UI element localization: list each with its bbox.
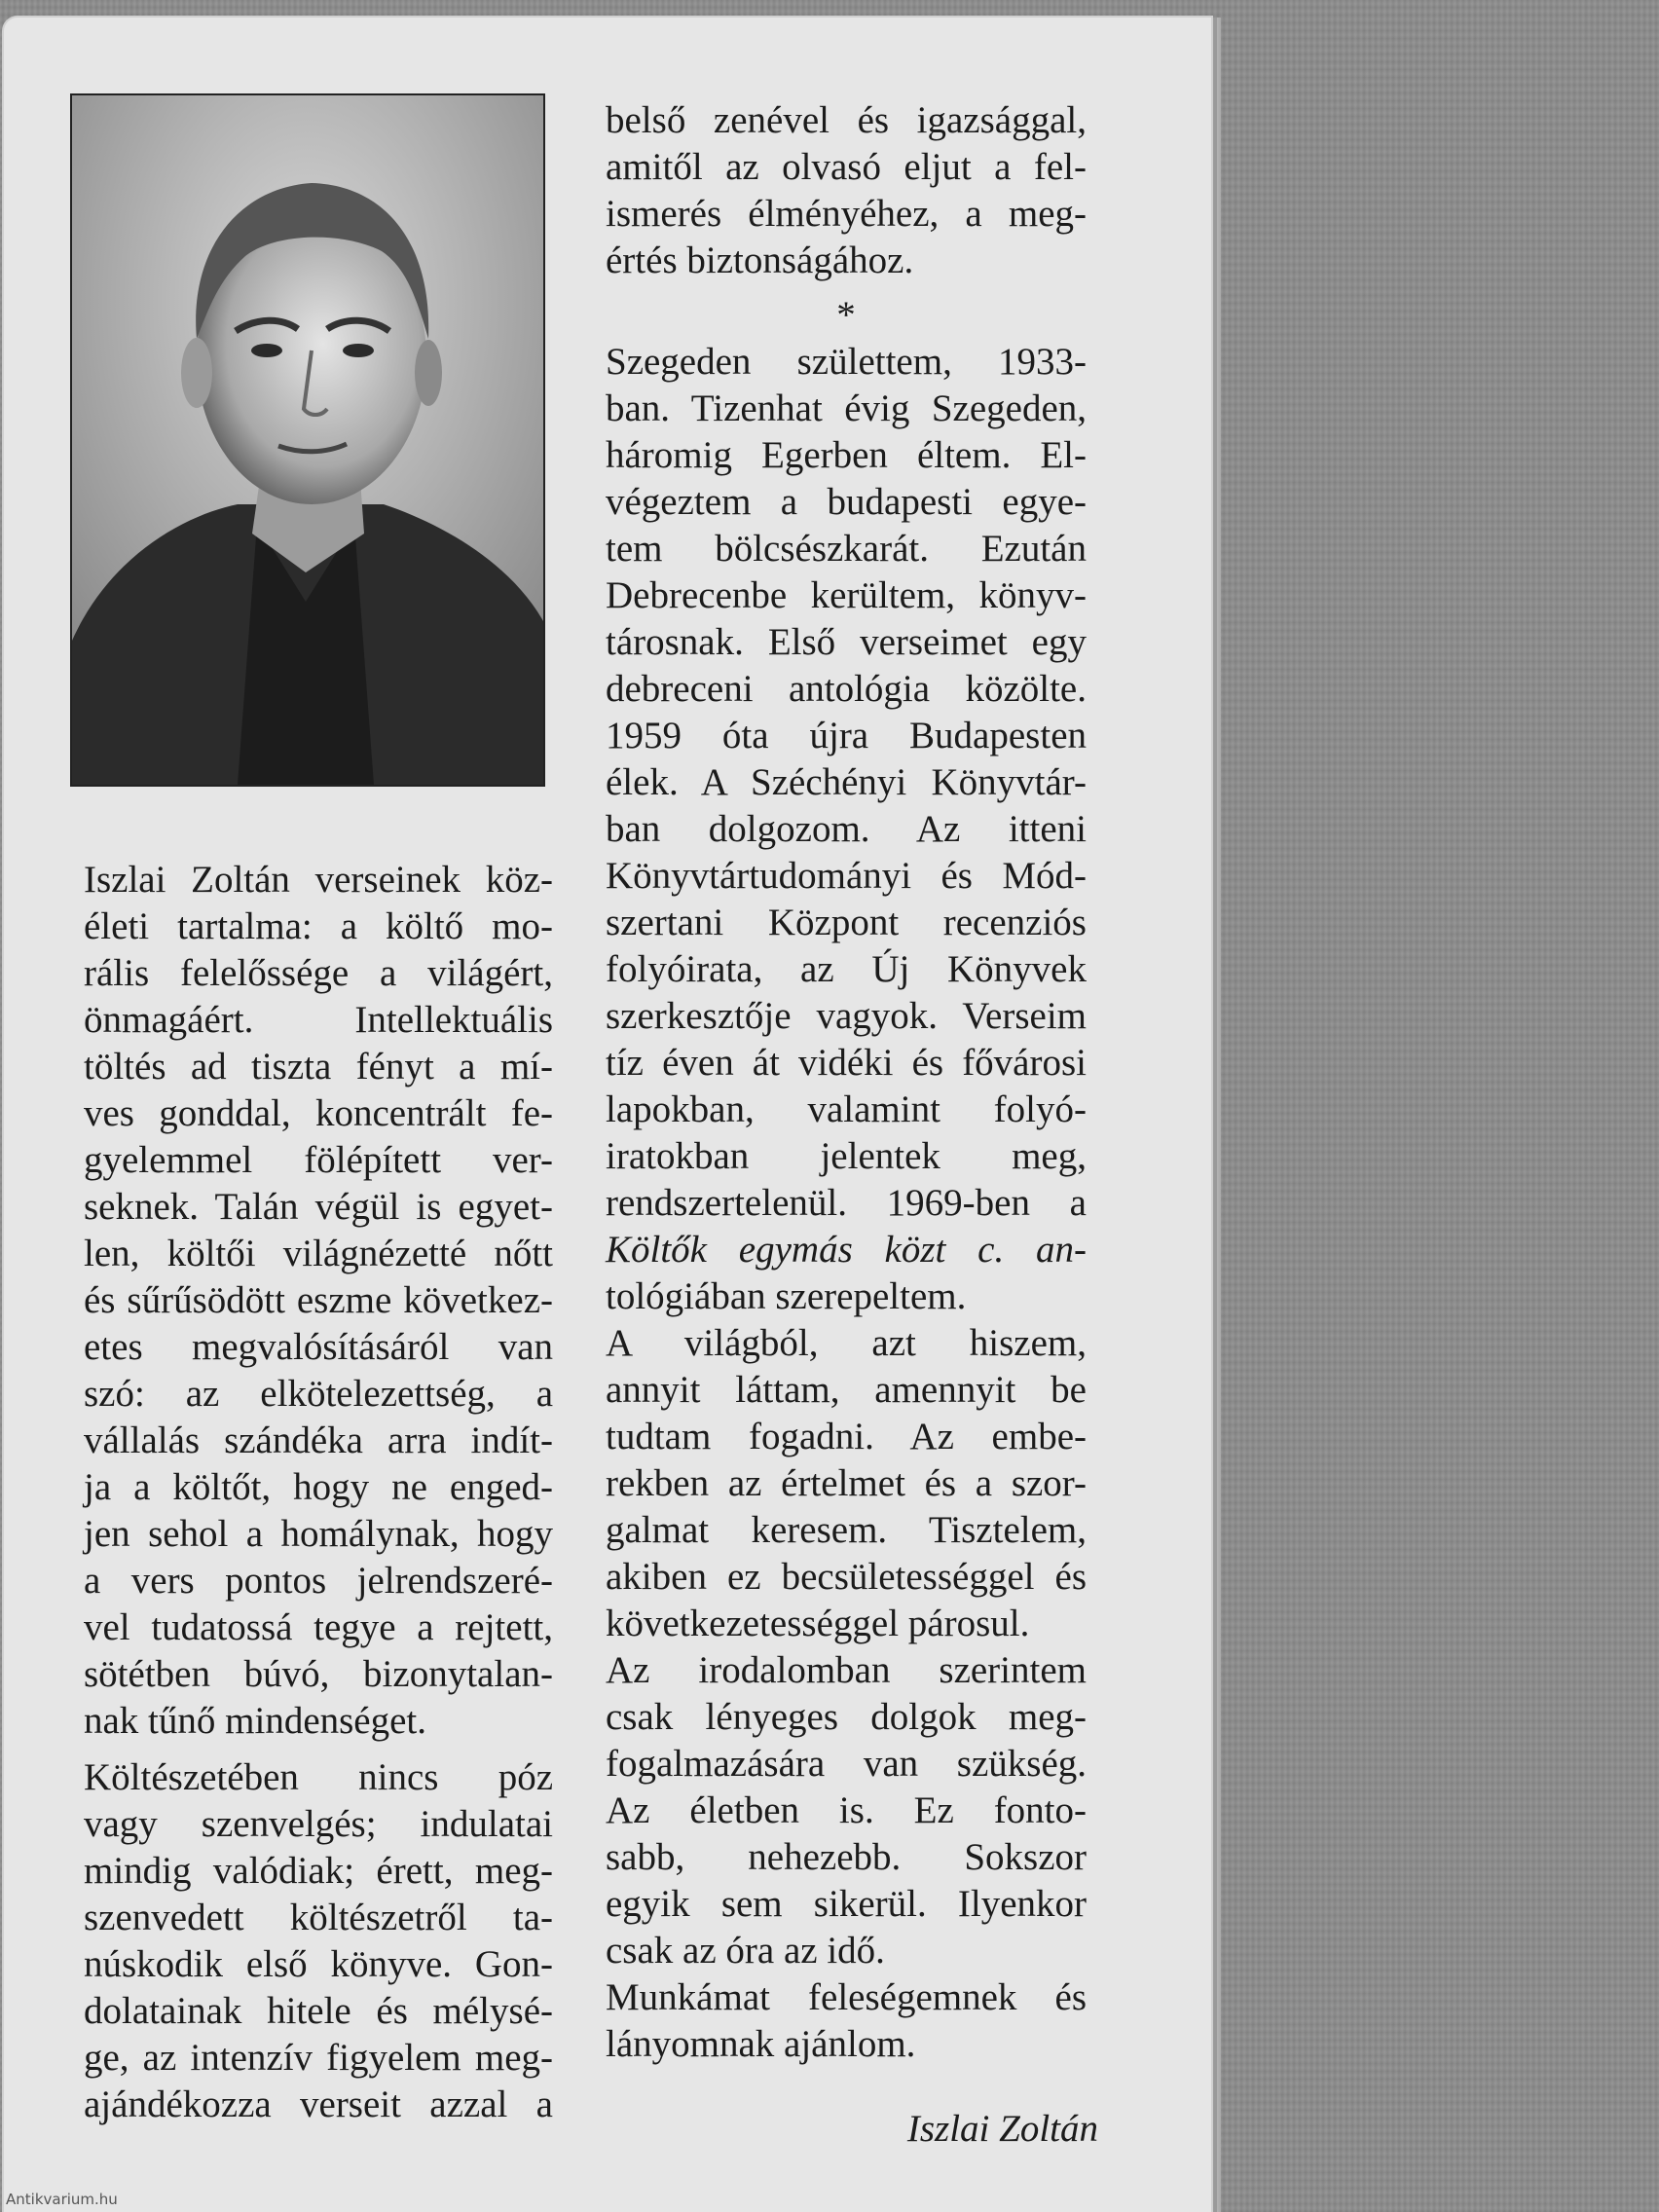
text-line: Költészetében nincs póz	[84, 1756, 553, 1798]
text-line: Az irodalomban szerintem	[606, 1649, 1087, 1691]
text-line: ajándékozza verseit azzal a	[84, 2083, 553, 2125]
text-line: lányomnak ajánlom.	[606, 2023, 916, 2065]
text-line: galmat keresem. Tisztelem,	[606, 1509, 1087, 1551]
text-line: A világból, azt hiszem,	[606, 1322, 1087, 1364]
text-line: ban dolgozom. Az itteni	[606, 808, 1087, 850]
text-line: élek. A Széchényi Könyvtár-	[606, 761, 1087, 803]
text-line: len, költői világnézetté nőtt	[84, 1233, 553, 1274]
text-line: Debrecenbe kerültem, könyv-	[606, 574, 1087, 616]
text-line: háromig Egerben éltem. El-	[606, 434, 1087, 476]
text-line: annyit láttam, amennyit be	[606, 1369, 1087, 1411]
text-line: tárosnak. Első verseimet egy	[606, 621, 1087, 663]
text-line: ja a költőt, hogy ne enged-	[84, 1466, 553, 1508]
text-line: debreceni antológia közölte.	[606, 668, 1087, 710]
text-line: belső zenével és igazsággal,	[606, 99, 1087, 141]
text-line: folyóirata, az Új Könyvek	[606, 948, 1087, 990]
text-line: szertani Központ recenziós	[606, 902, 1087, 943]
text-line: ismerés élményéhez, a meg-	[606, 193, 1087, 235]
text-line: lapokban, valamint folyó-	[606, 1088, 1087, 1130]
text-line: tem bölcsészkarát. Ezután	[606, 528, 1087, 570]
text-line: fogalmazására van szükség.	[606, 1743, 1087, 1785]
text-line: 1959 óta újra Budapesten	[606, 715, 1087, 756]
section-separator: *	[836, 294, 856, 336]
text-line: rendszertelenül. 1969-ben a	[606, 1182, 1087, 1224]
text-line: önmagáért. Intellektuális	[84, 999, 553, 1041]
text-line: a vers pontos jelrendszeré-	[84, 1560, 553, 1602]
text-line: ge, az intenzív figyelem meg-	[84, 2037, 553, 2079]
text-line: akiben ez becsületességgel és	[606, 1556, 1087, 1598]
left-text-column	[84, 857, 553, 2128]
text-line: sötétben búvó, bizonytalan-	[84, 1653, 553, 1695]
text-line: értés biztonságához.	[606, 240, 914, 281]
watermark-text: Antikvarium.hu	[6, 2191, 118, 2208]
text-line: núskodik első könyve. Gon-	[84, 1943, 553, 1985]
text-line: Szegeden születtem, 1933-	[606, 341, 1087, 383]
text-line: rális felelőssége a világért,	[84, 952, 553, 994]
text-line: tológiában szerepeltem.	[606, 1275, 967, 1317]
text-line: egyik sem sikerül. Ilyenkor	[606, 1883, 1087, 1925]
text-line: és sűrűsödött eszme következ-	[84, 1279, 553, 1321]
text-line: amitől az olvasó eljut a fel-	[606, 146, 1087, 188]
right-text-column	[606, 97, 1087, 2068]
text-line: gyelemmel fölépített ver-	[84, 1139, 553, 1181]
text-line: sabb, nehezebb. Sokszor	[606, 1836, 1087, 1878]
text-line: Az életben is. Ez fonto-	[606, 1789, 1087, 1831]
text-line: seknek. Talán végül is egyet-	[84, 1186, 553, 1228]
text-line: ban. Tizenhat évig Szegeden,	[606, 387, 1087, 429]
text-line: szenvedett költészetről ta-	[84, 1897, 553, 1938]
text-line: Könyvtártudományi és Mód-	[606, 855, 1087, 897]
text-line: tíz éven át vidéki és fővárosi	[606, 1042, 1087, 1084]
text-line: jen sehol a homálynak, hogy	[84, 1513, 553, 1555]
text-line: ves gonddal, koncentrált fe-	[84, 1092, 553, 1134]
text-line: következetességgel párosul.	[606, 1603, 1030, 1644]
text-line: rekben az értelmet és a szor-	[606, 1462, 1087, 1504]
text-line: vel tudatossá tegye a rejtett,	[84, 1606, 553, 1648]
text-line: Iszlai Zoltán verseinek köz-	[84, 859, 553, 901]
text-line: vállalás szándéka arra indít-	[84, 1419, 553, 1461]
text-line: iratokban jelentek meg,	[606, 1135, 1087, 1177]
text-line: csak lényeges dolgok meg-	[606, 1696, 1087, 1738]
text-line: csak az óra az idő.	[606, 1930, 885, 1972]
text-line: töltés ad tiszta fényt a mí-	[84, 1046, 553, 1088]
text-line: szó: az elkötelezettség, a	[84, 1373, 553, 1415]
author-signature: Iszlai Zoltán	[906, 2108, 1098, 2150]
text-line: végeztem a budapesti egye-	[606, 481, 1087, 523]
author-portrait	[70, 93, 545, 787]
text-line: nak tűnő mindenséget.	[84, 1700, 427, 1742]
portrait-image	[72, 95, 543, 785]
text-line: etes megvalósításáról van	[84, 1326, 553, 1368]
text-line: dolatainak hitele és mélysé-	[84, 1990, 553, 2032]
text-line: Munkámat feleségemnek és	[606, 1976, 1087, 2018]
text-line: mindig valódiak; érett, meg-	[84, 1850, 553, 1892]
text-line: életi tartalma: a költő mo-	[84, 905, 553, 947]
text-line: tudtam fogadni. Az embe-	[606, 1416, 1087, 1457]
text-line: vagy szenvelgés; indulatai	[84, 1803, 553, 1845]
text-line: Költők egymás közt c. an-	[606, 1229, 1087, 1271]
text-line: szerkesztője vagyok. Verseim	[606, 995, 1087, 1037]
